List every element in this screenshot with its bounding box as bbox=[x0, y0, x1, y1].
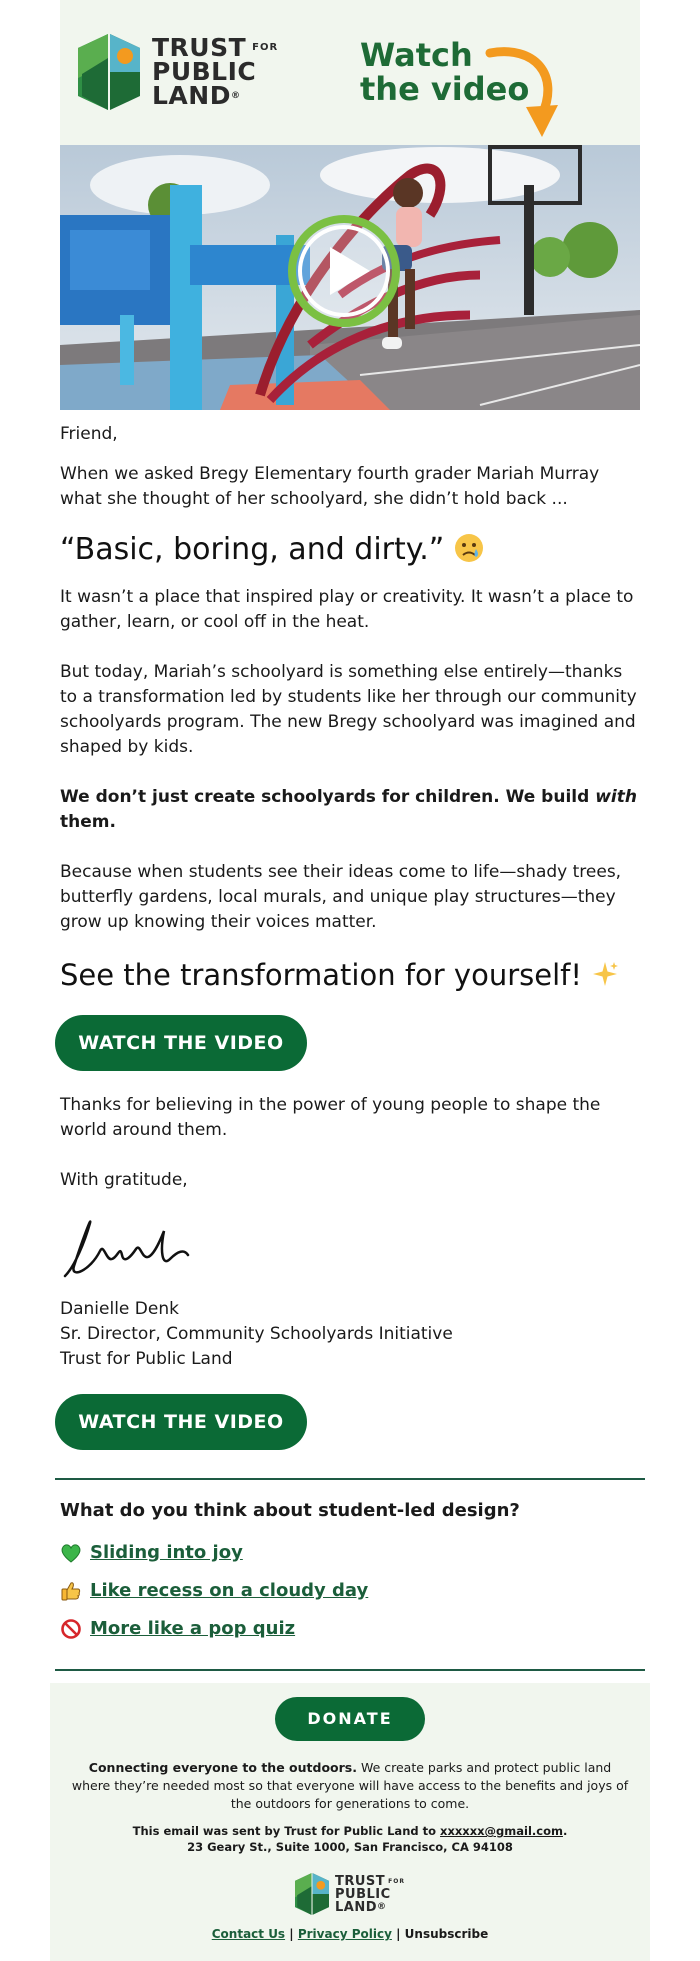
paragraph-5: Thanks for believing in the power of young people to shape the world around them. bbox=[60, 1095, 601, 1140]
survey-option-2[interactable] bbox=[60, 1579, 640, 1603]
contact-us-link[interactable]: Contact Us bbox=[211, 1927, 286, 1941]
cta-heading-text: See the transformation for yourself! bbox=[60, 958, 582, 992]
signer-title: Sr. Director, Community Schoolyards Initiative bbox=[60, 1324, 453, 1344]
mission-statement bbox=[70, 1759, 630, 1813]
link-separator-1: | bbox=[289, 1927, 294, 1941]
email-container bbox=[60, 0, 640, 1961]
email-body bbox=[60, 422, 640, 1961]
intro-paragraph: When we asked Bregy Elementary fourth grader Mariah Murray what she thought of her schoolyard, she didn’t hold back ... bbox=[60, 464, 600, 509]
p3-part-a: We don’t just create schoolyards for children. We build bbox=[60, 787, 596, 807]
logo-wordmark bbox=[152, 33, 279, 110]
cta-button-row-2 bbox=[60, 1394, 640, 1450]
green-heart-icon bbox=[60, 1542, 82, 1564]
survey-option-1-link[interactable]: Sliding into joy bbox=[90, 1542, 243, 1563]
recipient-email[interactable]: xxxxxx@gmail.com bbox=[440, 1824, 563, 1838]
mission-text: We create parks and protect public land where they’re needed most so that everyone will have access to the benefits and joys of the outdoors for generations to come. bbox=[71, 1760, 629, 1811]
email-footer bbox=[50, 1683, 650, 1961]
sad-face-emoji-icon bbox=[454, 533, 484, 563]
thumbs-up-icon bbox=[60, 1580, 82, 1602]
donate-button[interactable]: DONATE bbox=[275, 1697, 425, 1741]
prohibited-icon bbox=[60, 1618, 82, 1640]
footer-logo[interactable] bbox=[70, 1873, 630, 1915]
footer-logo-wordmark bbox=[335, 1875, 405, 1914]
watch-video-button-2[interactable]: WATCH THE VIDEO bbox=[55, 1394, 307, 1450]
postal-address: 23 Geary St., Suite 1000, San Francisco, CA 94108 bbox=[187, 1840, 513, 1854]
email-header bbox=[60, 0, 640, 145]
logo-word-for: FOR bbox=[252, 42, 279, 53]
closing-line: With gratitude, bbox=[60, 1170, 188, 1190]
sent-notice bbox=[70, 1823, 630, 1855]
unsubscribe-link[interactable]: Unsubscribe bbox=[404, 1927, 489, 1941]
footer-links bbox=[70, 1927, 630, 1941]
footer-logo-word-public: PUBLIC bbox=[335, 1886, 391, 1902]
survey-title: What do you think about student-led design? bbox=[60, 1500, 520, 1521]
mission-bold: Connecting everyone to the outdoors. bbox=[88, 1760, 357, 1775]
sent-prefix: This email was sent by Trust for Public Land to bbox=[132, 1824, 441, 1838]
play-button-icon[interactable] bbox=[286, 213, 402, 329]
survey-option-3-link[interactable]: More like a pop quiz bbox=[90, 1618, 296, 1639]
footer-logo-word-trust: TRUST bbox=[335, 1873, 386, 1889]
footer-logo-word-for: FOR bbox=[388, 1877, 405, 1885]
video-thumbnail[interactable] bbox=[60, 145, 640, 410]
survey-option-3[interactable] bbox=[60, 1617, 640, 1641]
logo-registered: ® bbox=[230, 91, 241, 101]
survey-option-1[interactable] bbox=[60, 1541, 640, 1565]
paragraph-2: But today, Mariah’s schoolyard is something else entirely—thanks to a transformation led by students like her through our community schoolyards program. The new Bregy schoolyard was imagined and shaped by kids. bbox=[60, 662, 637, 757]
survey-option-2-link[interactable]: Like recess on a cloudy day bbox=[90, 1580, 369, 1601]
logo-word-public: PUBLIC bbox=[152, 57, 257, 86]
quote-heading bbox=[60, 530, 640, 570]
section-divider-top bbox=[55, 1478, 645, 1480]
privacy-policy-link[interactable]: Privacy Policy bbox=[297, 1927, 392, 1941]
logo-word-land: LAND bbox=[152, 81, 231, 110]
sent-suffix: . bbox=[562, 1824, 568, 1838]
paragraph-3-bold bbox=[60, 785, 640, 835]
survey-section bbox=[60, 1498, 640, 1641]
logo-word-trust: TRUST bbox=[152, 33, 247, 62]
paragraph-1: It wasn’t a place that inspired play or creativity. It wasn’t a place to gather, learn, or cool off in the heat. bbox=[60, 587, 634, 632]
cta-button-row-1 bbox=[60, 1015, 640, 1071]
section-divider-bottom bbox=[55, 1669, 645, 1671]
sparkles-icon bbox=[591, 960, 619, 988]
p3-part-b: them. bbox=[60, 812, 116, 832]
watch-line-1: Watch bbox=[360, 36, 473, 74]
link-separator-2: | bbox=[396, 1927, 401, 1941]
greeting: Friend, bbox=[60, 424, 118, 444]
watch-video-button-1[interactable]: WATCH THE VIDEO bbox=[55, 1015, 307, 1071]
logo-mark-icon bbox=[78, 34, 140, 110]
quote-text: “Basic, boring, and dirty.” bbox=[60, 532, 445, 567]
signature-image bbox=[60, 1211, 200, 1291]
cta-heading bbox=[60, 955, 640, 995]
footer-logo-word-land: LAND bbox=[335, 1899, 378, 1915]
watch-line-2: the video bbox=[360, 70, 530, 108]
brand-logo[interactable] bbox=[78, 34, 278, 110]
curved-arrow-icon bbox=[480, 45, 570, 140]
signer-organization: Trust for Public Land bbox=[60, 1349, 233, 1369]
signer-name: Danielle Denk bbox=[60, 1299, 179, 1319]
footer-logo-mark-icon bbox=[295, 1873, 329, 1915]
paragraph-4: Because when students see their ideas come to life—shady trees, butterfly gardens, local murals, and unique play structures—they grow up knowing their voices matter. bbox=[60, 862, 622, 932]
p3-emphasis: with bbox=[595, 787, 637, 807]
footer-logo-registered: ® bbox=[377, 1901, 387, 1912]
